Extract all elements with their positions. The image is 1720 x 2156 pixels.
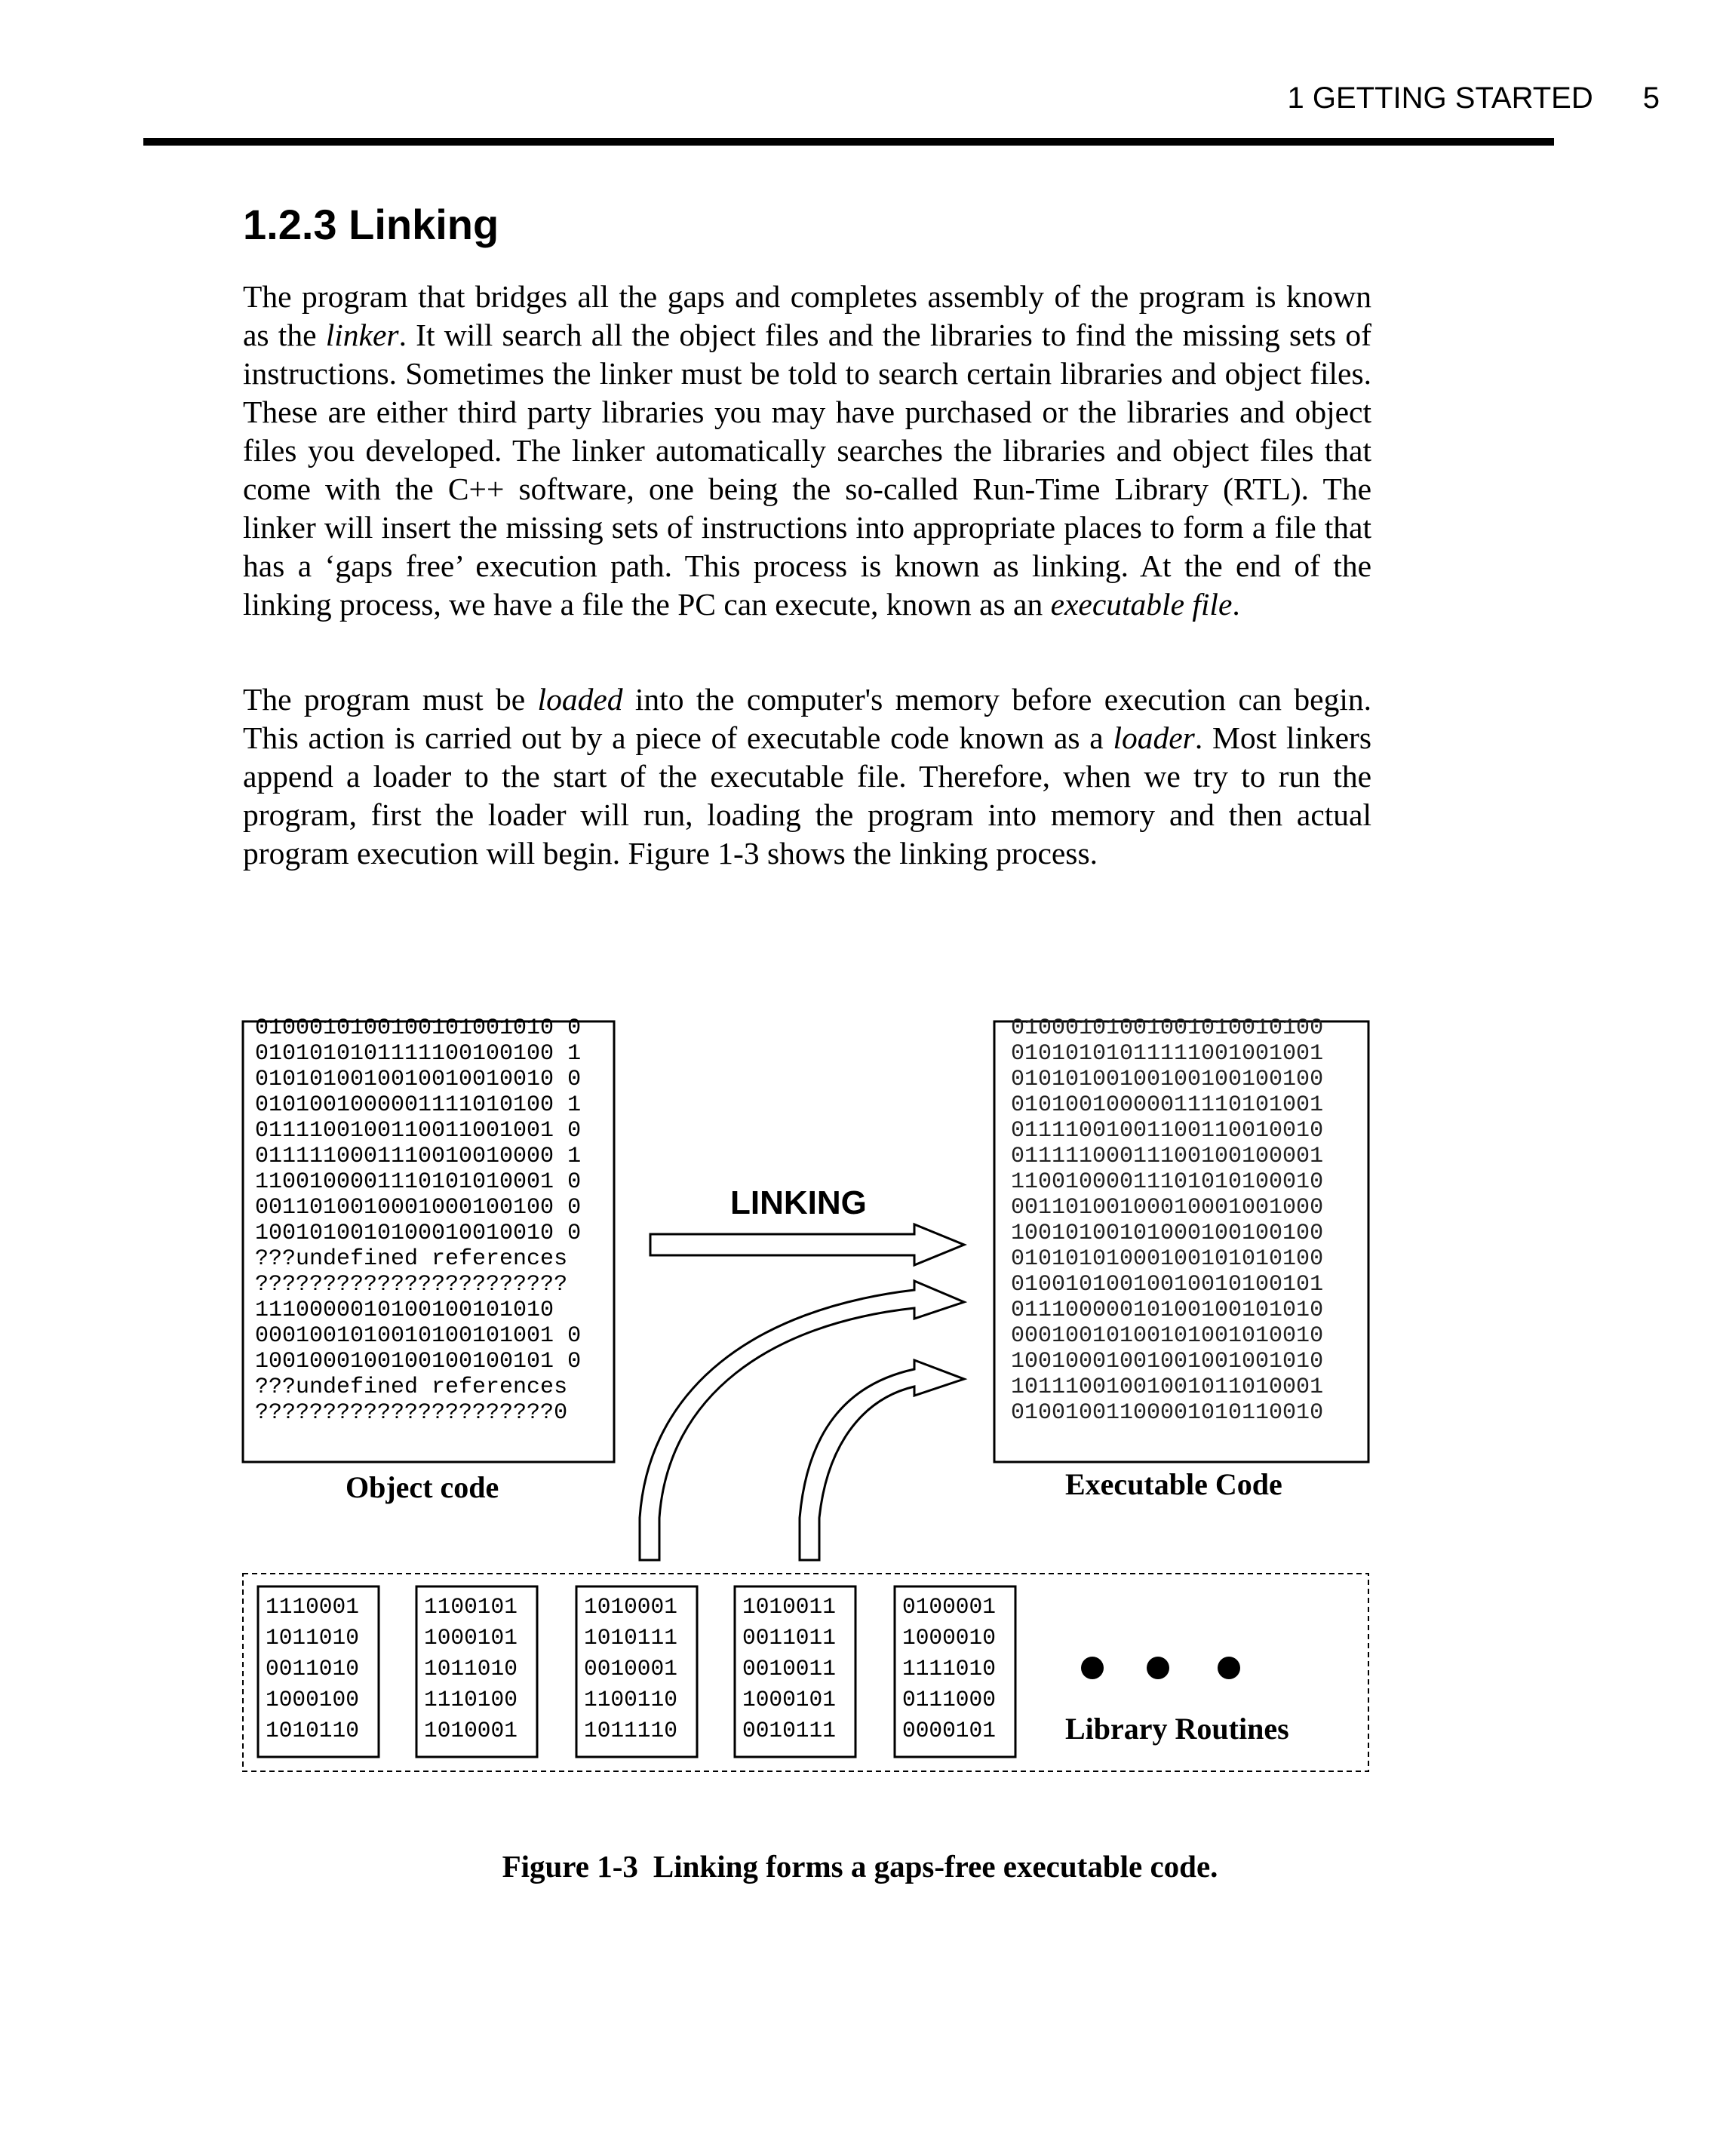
ellipsis-dot-3	[1218, 1657, 1240, 1679]
library-block-3-lines: 1010001 1010111 0010001 1100110 1011110	[584, 1594, 677, 1743]
library-block-5-lines: 0100001 1000010 1111010 0111000 0000101	[902, 1594, 996, 1743]
linking-label: LINKING	[730, 1184, 867, 1221]
executable-code-lines: 01000101001001010010100 01010101011111001001001 01010100100100100100100 01010010000011110101001 01111001001100110010010 01111100011100100100001 11001000011101010100010 00110100100010001001000 10010100101000100100100 01010101000100101010100 01001010010010010100101 01110000010100100101010 00010010100101001010010 10010001001001001001010 10111001001001011010001 01001001100001010110010	[1011, 1015, 1324, 1426]
library-block-2-lines: 1100101 1000101 1011010 1110100 1010001	[424, 1594, 518, 1743]
linking-arrow	[650, 1224, 964, 1265]
ellipsis-dot-2	[1147, 1657, 1169, 1679]
p2-text-3: . Most linkers append a loader to the start of the executable file. Therefore, when we try to run the program, first the loader will run, loading the program into memory and then actual program execution will begin. Figure 1-3 shows the linking process.	[243, 720, 1372, 871]
page-number: 5	[1642, 81, 1660, 115]
library-block-1-lines: 1110001 1011010 0011010 1000100 1010110	[266, 1594, 359, 1743]
term-loader: loader	[1113, 720, 1195, 755]
library-routines-label: Library Routines	[1065, 1712, 1289, 1746]
p1-text-1: The program that bridges all the gaps and completes assembly of the program is known as the	[243, 279, 1371, 352]
p1-text-2: . It will search all the object files and the libraries to find the missing sets of instructions. Sometimes the linker must be told to search certain libraries and object files. These are either third party libraries you may have purchased or the libraries and object files you developed. The linker automatically searches the libraries and object files that come with the C++ software, one being the so-called Run-Time Library (RTL). The linker will insert the missing sets of instructions into appropriate places to form a file that has a ‘gaps free’ execution path. This process is known as linking. At the end of the linking process, we have a file the PC can execute, known as an	[243, 318, 1371, 622]
chapter-title: 1 GETTING STARTED	[1287, 81, 1593, 115]
executable-code-label: Executable Code	[1065, 1467, 1282, 1501]
term-executable-file: executable file	[1050, 587, 1233, 622]
ellipsis-dot-1	[1081, 1657, 1104, 1679]
figure-caption-text: Linking forms a gaps-free executable code.	[653, 1849, 1218, 1884]
p2-text-2: into the computer's memory before execution can begin. This action is carried out by a piece of executable code known as a	[243, 682, 1371, 755]
object-code-lines: 0100010100100101001010 0 0101010101111100100100 1 0101010010010010010010 0 0101001000001111010100 1 0111100100110011001001 0 0111110001110010010000 1 1100100001110101010001 0 0011010010001000100100 0 1001010010100010010010 0 ???undefined references ??????????????????????? 1110000010100100101010 0001001010010100101001 0 1001000100100100100101 0 ???undefined references ??????????????????????0	[255, 1015, 582, 1426]
term-loaded: loaded	[537, 682, 623, 717]
figure-number: Figure 1-3	[502, 1849, 638, 1884]
p2-text-1: The program must be	[243, 682, 538, 717]
library-block-4-lines: 1010011 0011011 0010011 1000101 0010111	[742, 1594, 836, 1743]
term-linker: linker	[325, 318, 399, 352]
figure-caption	[0, 1848, 1720, 1884]
object-code-label: Object code	[346, 1470, 499, 1504]
p1-text-3: .	[1232, 587, 1240, 622]
library-arrow-2	[800, 1360, 964, 1560]
section-heading: 1.2.3 Linking	[243, 201, 499, 248]
